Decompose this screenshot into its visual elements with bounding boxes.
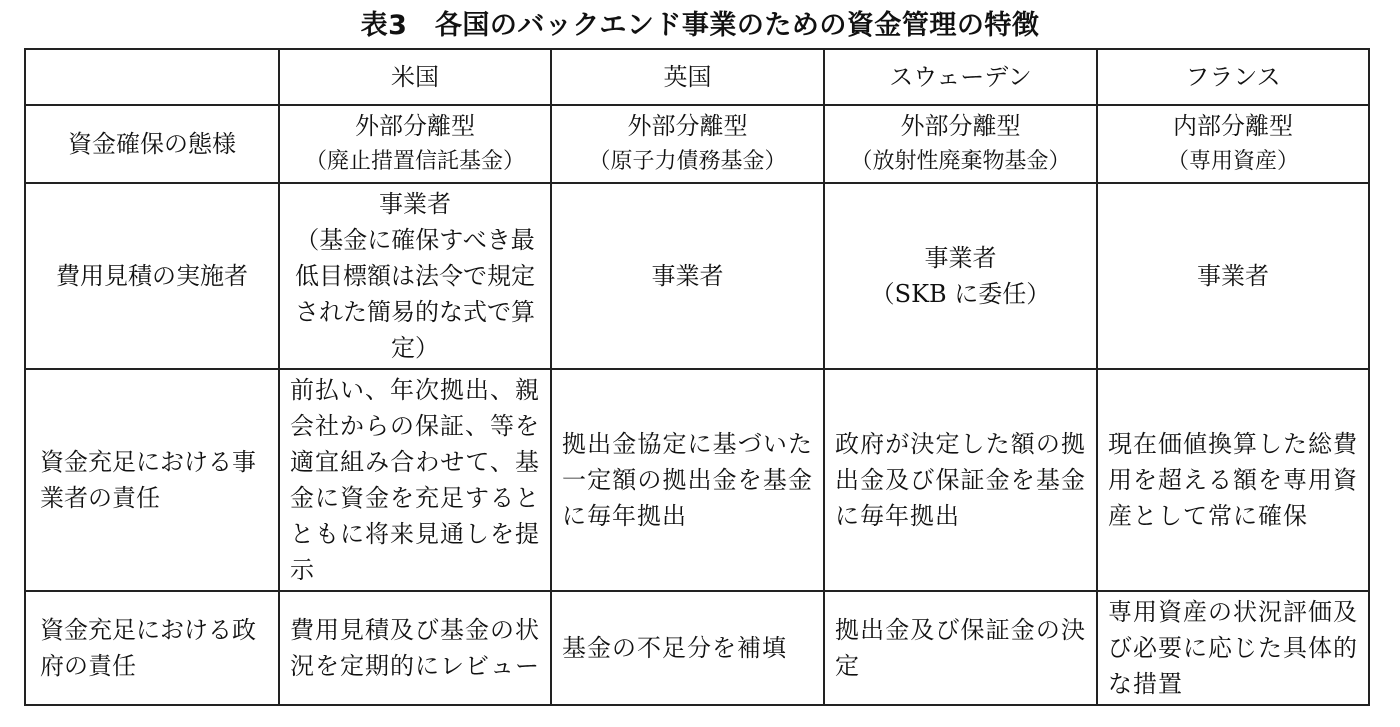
table-cell: 拠出金協定に基づいた一定額の拠出金を基金に毎年拠出	[551, 369, 824, 591]
table-title: 表3 各国のバックエンド事業のための資金管理の特徴	[360, 10, 1040, 41]
table-cell	[824, 183, 1097, 369]
cell-main-text: 事業者	[924, 244, 997, 272]
table-cell: 政府が決定した額の拠出金及び保証金を基金に毎年拠出	[824, 369, 1097, 591]
header-row	[25, 49, 1369, 105]
table-row	[25, 591, 1369, 705]
table-cell	[279, 105, 551, 183]
table-cell	[824, 105, 1097, 183]
cell-main-text: 事業者	[651, 262, 724, 290]
cell-main-text: 外部分離型	[355, 112, 475, 140]
cell-sub-text: （放射性廃棄物基金）	[850, 149, 1071, 174]
corner-cell	[25, 49, 279, 105]
cell-sub-text: （廃止措置信託基金）	[304, 149, 525, 174]
table-row	[25, 183, 1369, 369]
row-label-government-responsibility: 資金充足における政府の責任	[25, 591, 279, 705]
table-row	[25, 369, 1369, 591]
table-cell	[551, 105, 824, 183]
table-cell: 専用資産の状況評価及び必要に応じた具体的な措置	[1097, 591, 1369, 705]
table-cell	[551, 183, 824, 369]
table-cell: 拠出金及び保証金の決定	[824, 591, 1097, 705]
row-label-estimator: 費用見積の実施者	[25, 183, 279, 369]
column-header-usa: 米国	[279, 49, 551, 105]
cell-sub-text: （SKB に委任）	[870, 280, 1051, 308]
table-cell: 現在価値換算した総費用を超える額を専用資産として常に確保	[1097, 369, 1369, 591]
cell-main-text: 外部分離型	[900, 112, 1021, 140]
cell-main-text: 外部分離型	[627, 112, 748, 140]
column-header-uk: 英国	[551, 49, 824, 105]
cell-main-text: 事業者	[379, 190, 451, 218]
cell-sub-text: （専用資産）	[1166, 149, 1299, 174]
comparison-table	[24, 48, 1370, 706]
table-cell	[279, 183, 551, 369]
cell-sub-text: （原子力債務基金）	[588, 149, 787, 174]
table-row	[25, 105, 1369, 183]
table-cell	[1097, 105, 1369, 183]
cell-main-text: 内部分離型	[1173, 112, 1293, 140]
row-label-fund-type: 資金確保の態様	[25, 105, 279, 183]
table-cell	[1097, 183, 1369, 369]
table-cell: 基金の不足分を補填	[551, 591, 824, 705]
row-label-operator-responsibility: 資金充足における事業者の責任	[25, 369, 279, 591]
cell-main-text: 事業者	[1197, 262, 1269, 290]
table-cell: 前払い、年次拠出、親会社からの保証、等を適宜組み合わせて、基金に資金を充足するとともに将来見通しを提示	[279, 369, 551, 591]
column-header-sweden: スウェーデン	[824, 49, 1097, 105]
cell-sub-text: （基金に確保すべき最低目標額は法令で規定された簡易的な式で算定）	[295, 226, 535, 362]
column-header-france: フランス	[1097, 49, 1369, 105]
table-cell: 費用見積及び基金の状況を定期的にレビュー	[279, 591, 551, 705]
